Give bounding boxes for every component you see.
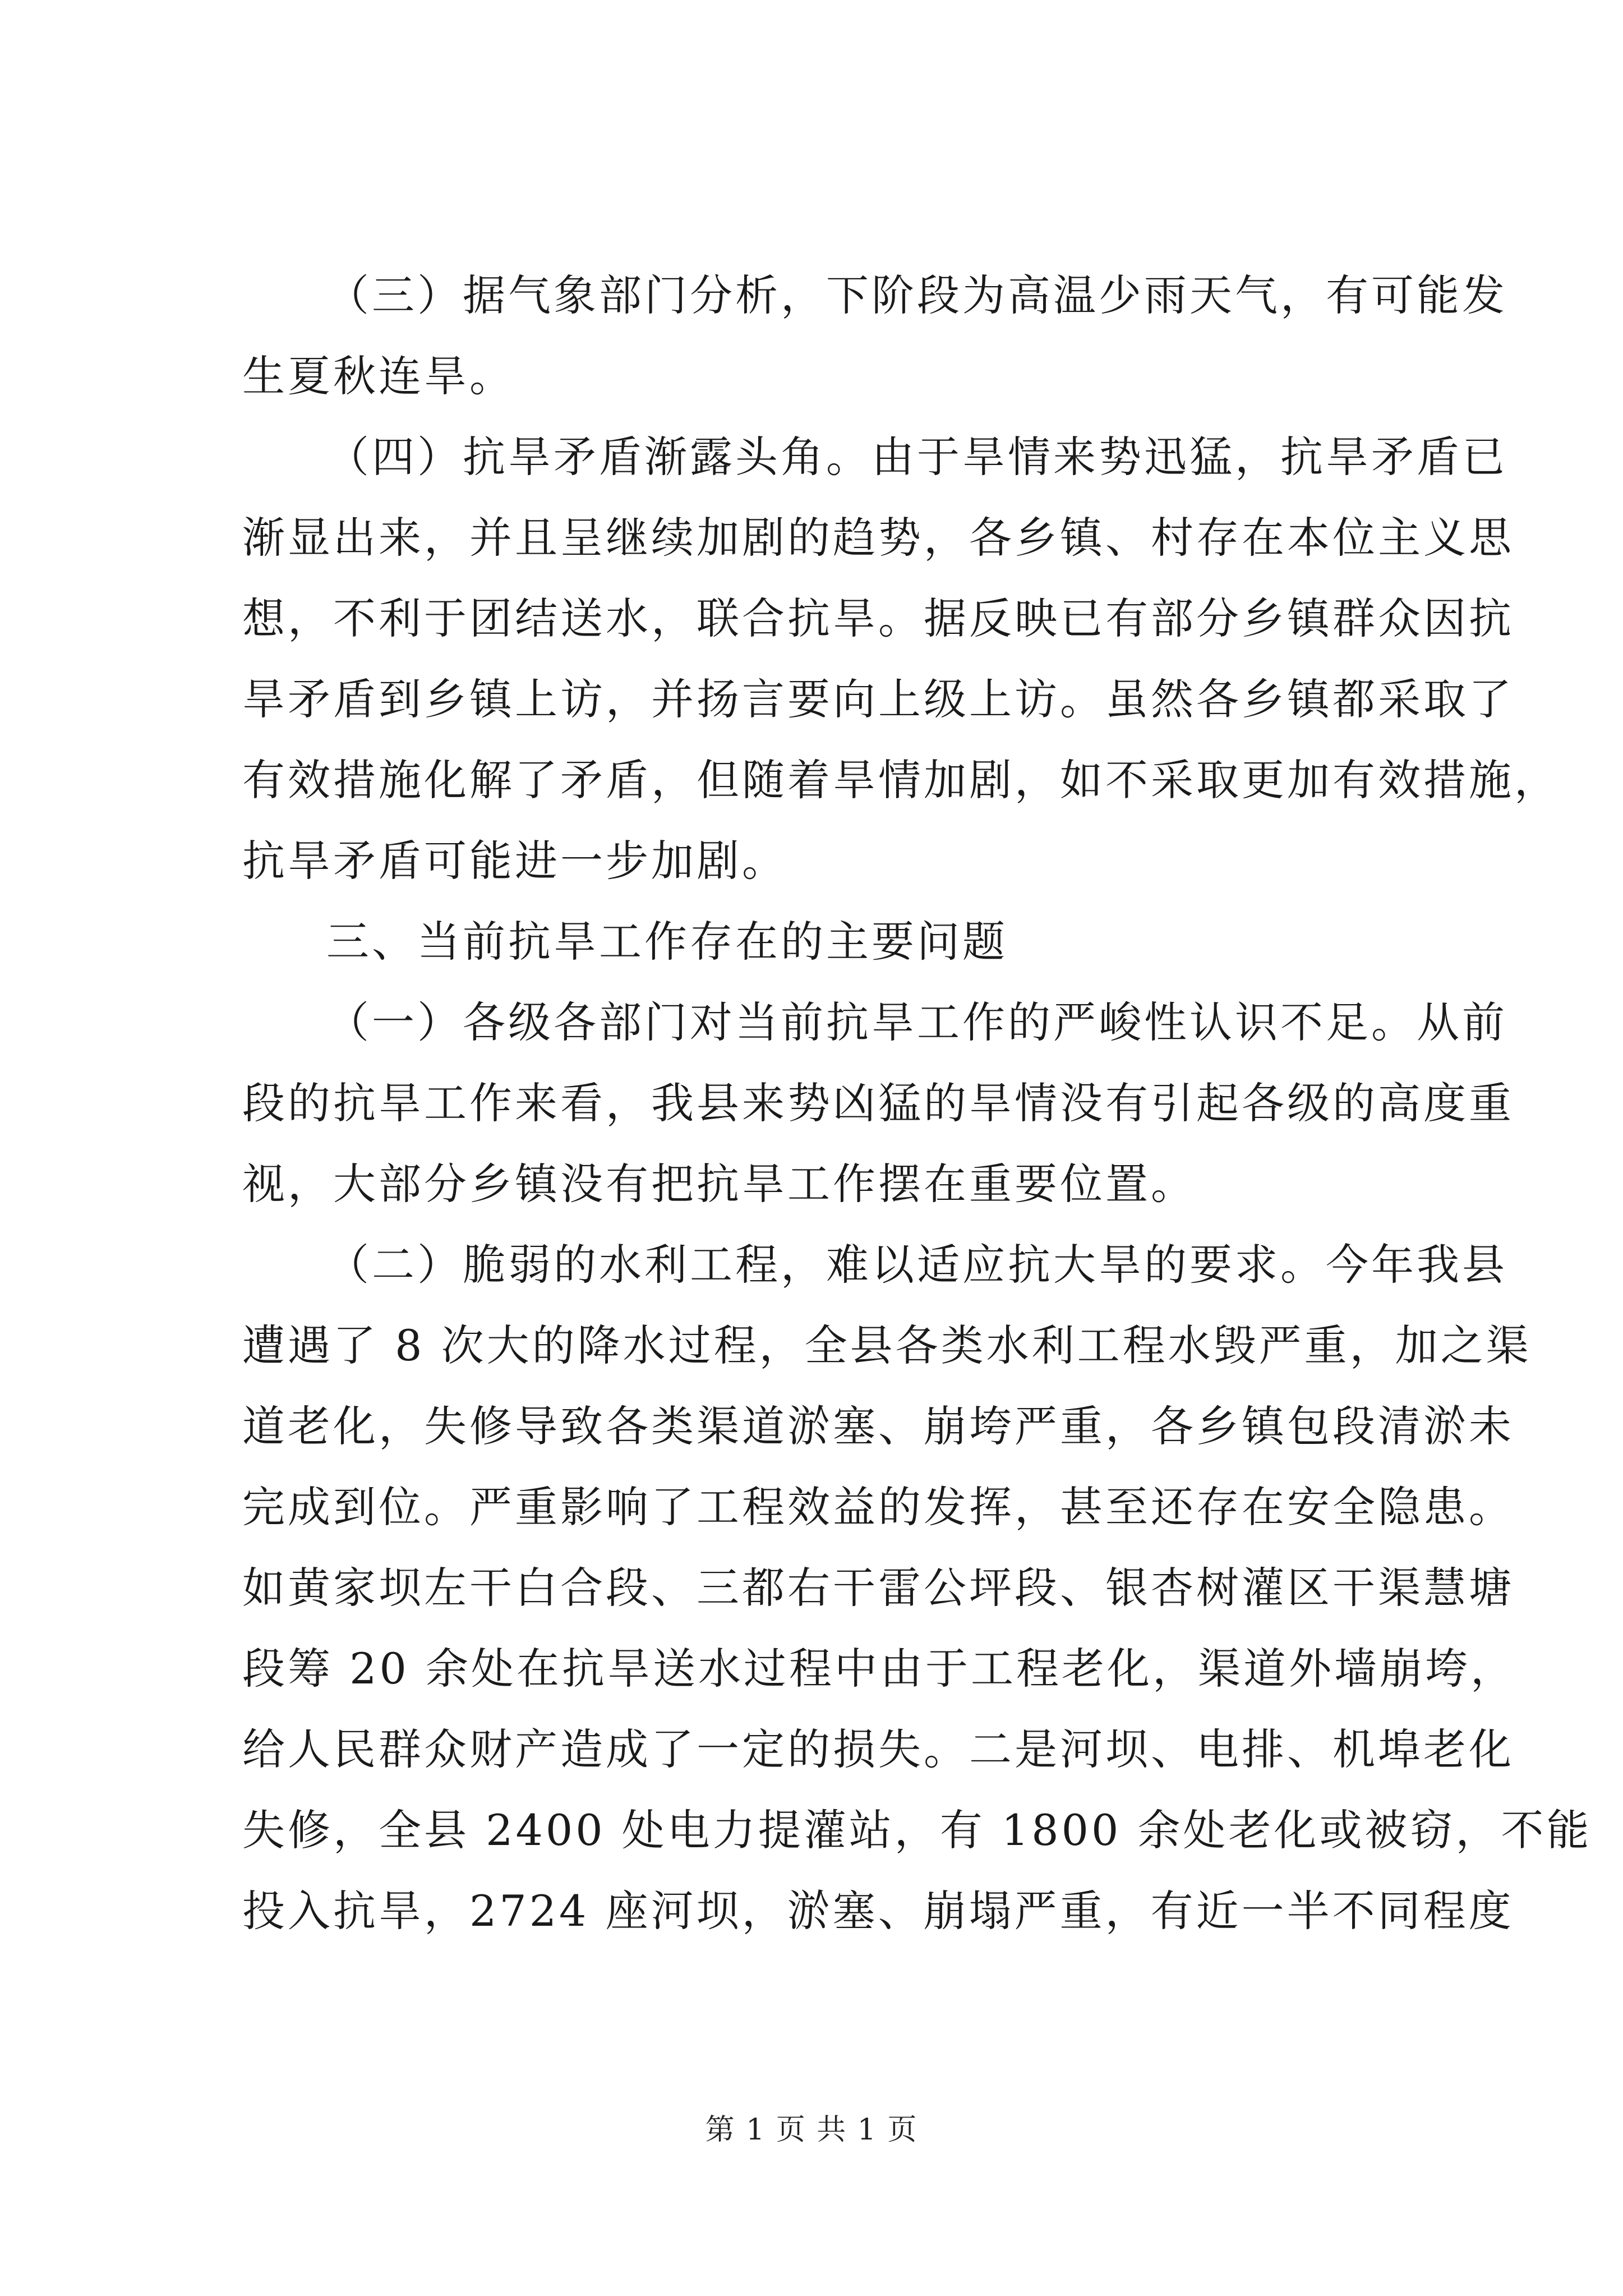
text-line: 渐显出来，并且呈继续加剧的趋势，各乡镇、村存在本位主义思 <box>242 513 1514 563</box>
text-line: 道老化，失修导致各类渠道淤塞、崩垮严重，各乡镇包段清淤未 <box>242 1401 1514 1451</box>
text-line: 生夏秋连旱。 <box>242 351 515 401</box>
text-line: 投入抗旱，2724 座河坝，淤塞、崩塌严重，有近一半不同程度 <box>242 1886 1514 1936</box>
text-line: （二）脆弱的水利工程，难以适应抗大旱的要求。今年我县 <box>326 1240 1507 1290</box>
text-line: 视，大部分乡镇没有把抗旱工作摆在重要位置。 <box>242 1159 1196 1209</box>
document-body <box>242 255 1592 1952</box>
text-line: 旱矛盾到乡镇上访，并扬言要向上级上访。虽然各乡镇都采取了 <box>242 674 1514 724</box>
text-line: 给人民群众财产造成了一定的损失。二是河坝、电排、机埠老化 <box>242 1724 1514 1774</box>
text-line: 抗旱矛盾可能进一步加剧。 <box>242 836 787 886</box>
text-line: （四）抗旱矛盾渐露头角。由于旱情来势迅猛，抗旱矛盾已 <box>326 432 1507 482</box>
text-line: 有效措施化解了矛盾，但随着旱情加剧，如不采取更加有效措施， <box>242 755 1560 805</box>
text-line: 三、当前抗旱工作存在的主要问题 <box>326 917 1008 967</box>
text-line: 完成到位。严重影响了工程效益的发挥，甚至还存在安全隐患。 <box>242 1482 1514 1532</box>
text-line: 想，不利于团结送水，联合抗旱。据反映已有部分乡镇群众因抗 <box>242 593 1514 643</box>
text-line: （一）各级各部门对当前抗旱工作的严峻性认识不足。从前 <box>326 997 1507 1047</box>
text-line: （三）据气象部门分析，下阶段为高温少雨天气，有可能发 <box>326 270 1507 320</box>
text-line: 段的抗旱工作来看，我县来势凶猛的旱情没有引起各级的高度重 <box>242 1078 1514 1128</box>
text-line: 失修，全县 2400 处电力提灌站，有 1800 余处老化或被窃，不能 <box>242 1805 1592 1855</box>
text-line: 遭遇了 8 次大的降水过程，全县各类水利工程水毁严重，加之渠 <box>242 1320 1532 1370</box>
page-footer: 第 1 页 共 1 页 <box>705 2113 918 2147</box>
text-line: 如黄家坝左干白合段、三都右干雷公坪段、银杏树灌区干渠慧塘 <box>242 1563 1514 1613</box>
text-line: 段筹 20 余处在抗旱送水过程中由于工程老化，渠道外墙崩垮， <box>242 1644 1516 1694</box>
